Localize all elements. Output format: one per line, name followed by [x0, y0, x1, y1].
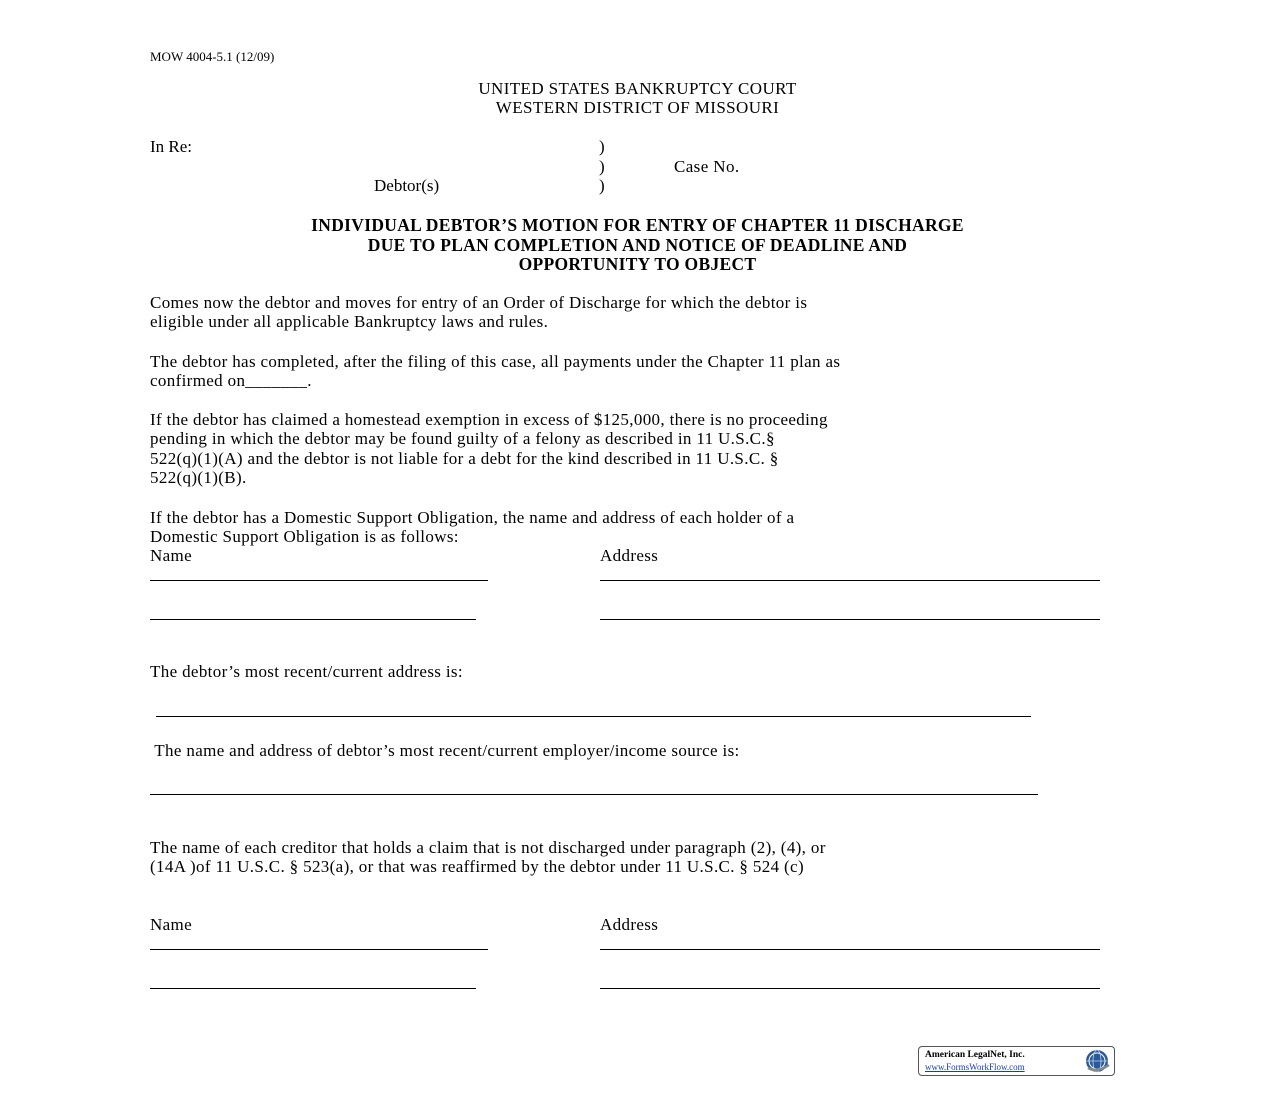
paragraph-motion: eligible under all applicable Bankruptcy laws and rules. — [150, 312, 549, 331]
creditor-address-line[interactable] — [600, 949, 1100, 950]
paragraph-homestead: pending in which the debtor may be found guilty of a felony as described in 11 U.S.C.§ — [150, 429, 775, 448]
dso-name-header: Name — [150, 546, 192, 565]
logo-url-link[interactable]: www.FormsWorkFlow.com — [925, 1062, 1025, 1072]
creditor-name-line[interactable] — [150, 949, 488, 950]
paragraph-homestead: If the debtor has claimed a homestead exemption in excess of $125,000, there is no proceeding — [150, 410, 828, 429]
caption-paren: ) — [599, 176, 605, 195]
caption-paren: ) — [599, 157, 605, 176]
debtor-address-line[interactable] — [156, 716, 1031, 717]
document-title: INDIVIDUAL DEBTOR’S MOTION FOR ENTRY OF CHAPTER 11 DISCHARGE — [311, 215, 964, 235]
paragraph-plan-completed: confirmed on_______. — [150, 371, 312, 390]
dso-name-line[interactable] — [150, 619, 476, 620]
paragraph-dso: Domestic Support Obligation is as follows: — [150, 527, 459, 546]
court-district: WESTERN DISTRICT OF MISSOURI — [495, 98, 780, 117]
case-number-label: Case No. — [674, 157, 740, 176]
creditor-name-header: Name — [150, 915, 192, 934]
dso-address-line[interactable] — [600, 580, 1100, 581]
dso-address-line[interactable] — [600, 619, 1100, 620]
paragraph-debtor-address: The debtor’s most recent/current address is: — [150, 662, 463, 681]
paragraph-creditors: The name of each creditor that holds a claim that is not discharged under paragraph (2), (4), or — [150, 838, 826, 857]
creditor-address-line[interactable] — [600, 988, 1100, 989]
debtors-label: Debtor(s) — [374, 176, 440, 195]
globe-icon — [1082, 1048, 1112, 1074]
paragraph-homestead: 522(q)(1)(B). — [150, 468, 247, 487]
in-re-label: In Re: — [150, 137, 193, 156]
paragraph-plan-completed: The debtor has completed, after the filing of this case, all payments under the Chapter 11 plan as — [150, 352, 841, 371]
paragraph-dso: If the debtor has a Domestic Support Obligation, the name and address of each holder of a — [150, 508, 795, 527]
american-legalnet-logo[interactable] — [918, 1046, 1115, 1076]
paragraph-employer: The name and address of debtor’s most recent/current employer/income source is: — [150, 741, 740, 760]
paragraph-homestead: 522(q)(1)(A) and the debtor is not liable for a debt for the kind described in 11 U.S.C. § — [150, 449, 779, 468]
paragraph-motion: Comes now the debtor and moves for entry of an Order of Discharge for which the debtor is — [150, 293, 808, 312]
document-title: OPPORTUNITY TO OBJECT — [518, 254, 757, 274]
creditor-name-line[interactable] — [150, 988, 476, 989]
dso-address-header: Address — [600, 546, 659, 565]
court-name: UNITED STATES BANKRUPTCY COURT — [478, 79, 797, 98]
form-number: MOW 4004-5.1 (12/09) — [150, 49, 275, 64]
document-title: DUE TO PLAN COMPLETION AND NOTICE OF DEADLINE AND — [367, 235, 908, 255]
creditor-address-header: Address — [600, 915, 659, 934]
dso-name-line[interactable] — [150, 580, 488, 581]
employer-line[interactable] — [150, 794, 1038, 795]
logo-company: American LegalNet, Inc. — [925, 1050, 1025, 1060]
caption-paren: ) — [599, 137, 605, 156]
paragraph-creditors: (14A )of 11 U.S.C. § 523(a), or that was reaffirmed by the debtor under 11 U.S.C. § 524 (c) — [150, 857, 804, 876]
